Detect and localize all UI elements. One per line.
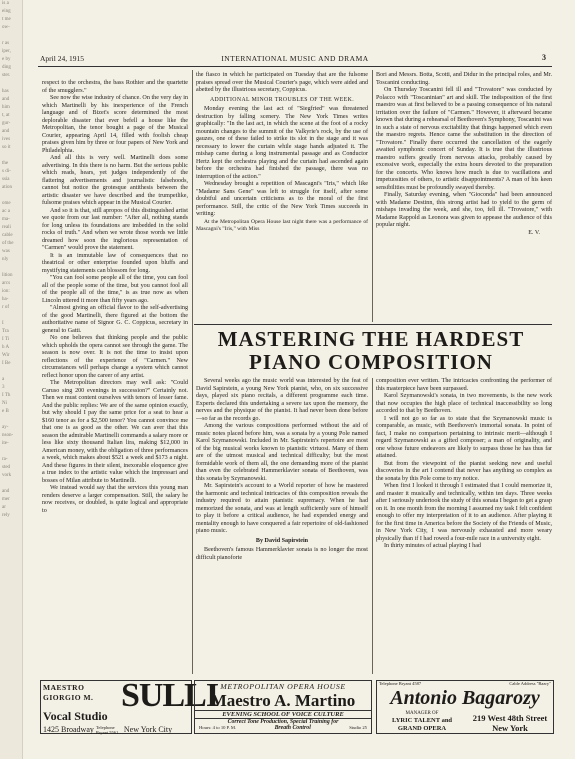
author-initials: E. V.: [528, 229, 540, 236]
ad-sulli-telephone: Telephone Bryant 5561: [95, 725, 119, 736]
gutter-fragment: ite-: [2, 441, 9, 446]
gutter-fragment: lition: [2, 273, 13, 278]
article-paragraph: Several weeks ago the music world was interested by the feat of David Sapirstein, a young New York pianist, who, on six successive days, played six piano recitals, a different programme each time. Experts declared this undertaking a severe tax upon the memory, the nerves and the physique of the pianist. It had never been done before—so far as the records go.: [196, 378, 368, 422]
gutter-fragment: iper,: [2, 49, 11, 54]
ad-manager-of: MANAGER OF: [405, 711, 439, 716]
article-paragraph: We instead would say that the services this young man renders deserve a larger compensation. Still, the salary he now receives, or doubled, is quite logical and appropriate to: [42, 485, 188, 514]
gutter-fragment: ome: [2, 201, 11, 206]
ad-opera-house: METROPOLITAN OPERA HOUSE: [220, 682, 346, 691]
left-margin-gutter: [0, 0, 23, 759]
ad-sulli-name: SULLI: [121, 677, 219, 714]
gutter-fragment: ma-: [2, 217, 10, 222]
gutter-fragment: ar: [2, 505, 6, 510]
gutter-fragment: I Th: [2, 393, 11, 398]
article-paragraph: Mr. Sapirstein's account to a World reporter of how he mastered the harmonic and technical intricacies of this composition reveals the industry required to attain pianistic supremacy. When he had memorized the sonata, and was at length sufficiently sure of himself to play it before a critical audience, he had expended energy and mentality enough to have conquered a fair repertoire of old-fashioned piano music.: [196, 483, 368, 534]
ad-martino-name: Maestro A. Martino: [210, 691, 356, 710]
header-rule: [38, 66, 552, 67]
gutter-fragment: a: [2, 377, 5, 382]
article-paragraph: I will not go so far as to state that the Szymanowski music is comparable, as music, with Beethoven's immortal sonata. In point of fact, I make no comparison pertaining to intrinsic merit—although I regard Szymanowski as a gifted composer; a man of originality, and one whose future endeavors are likely to surpass those he has thus far attained.: [376, 415, 552, 459]
article-paragraph: No one believes that thinking people and the public which upholds the opera cannot see through the game. The season is now over. It is not the time to insist upon reflections of the experience of "Carmen." New circumstances will perhaps change a system which cannot reflect honor upon the career of any artist.: [42, 335, 188, 379]
gutter-fragment: [0, 32, 22, 40]
gutter-fragment: r of: [2, 305, 10, 310]
gutter-fragment: of the: [2, 241, 14, 246]
times-quote: At the Metropolitan Opera House last night there was a performance of Mascagni's "Iris," with Miss: [196, 218, 368, 232]
ad-bagarozy-name: Antonio Bagarozy: [390, 687, 540, 709]
article-paragraph: respect to the orchestra, the bass Rothier and the quartette of the smugglers.": [42, 80, 188, 94]
section-subheading: ADDITIONAL MINOR TROUBLES OF THE WEEK.: [209, 96, 355, 103]
gutter-fragment: [0, 312, 22, 320]
gutter-fragment: Ni: [2, 401, 7, 406]
bagarozy-advertisement: [376, 680, 554, 734]
article-paragraph: Finally, Saturday evening, when "Gioconda" had been announced with Madame Destinn, this strong artist had to yield to the germ of mishaps invading the week, and she, too, fell ill. "Trovatore," with Madame Rappold as Leonora was given to appease the audience of this popular night.: [376, 192, 552, 228]
article-paragraph: Beethoven's famous Hammerklavier sonata is no longer the most difficult pianoforte: [196, 547, 368, 561]
gutter-fragment: and: [2, 97, 10, 102]
gutter-fragment: has: [2, 89, 9, 94]
gutter-fragment: I Be: [2, 361, 11, 366]
gutter-fragment: ow-: [2, 25, 10, 30]
ad-sulli-address: [43, 725, 172, 735]
gutter-fragment: eing: [2, 9, 11, 14]
gutter-fragment: nson-: [2, 433, 14, 438]
article-paragraph: It is an immutable law of consequences that no theatrical or other enterprise founded upon bluffs and mystifying statements can blossom for long.: [42, 252, 188, 274]
column-2-top: [196, 72, 368, 322]
gutter-fragment: h A: [2, 345, 10, 350]
article-paragraph: Bori and Messrs. Botta, Scotti, and Didur in the principal roles, and Mr. Toscanini conducting.: [376, 72, 552, 86]
gutter-fragment: the: [2, 161, 9, 166]
ad-maestro-label: MAESTRO: [43, 683, 85, 692]
article-separator: [194, 324, 552, 325]
gutter-fragment: s di-: [2, 169, 11, 174]
ad-lyric-line-1: LYRIC TALENT and: [391, 717, 453, 724]
ad-hours-row: [195, 725, 371, 731]
gutter-fragment: ion:: [2, 289, 10, 294]
gutter-fragment: mer: [2, 497, 10, 502]
ad-hours: Hours: 4 to 10 P. M.: [199, 725, 237, 730]
gutter-fragment: Tra: [2, 329, 9, 334]
ad-studio: Studio 25: [349, 725, 367, 730]
column-1: [42, 80, 188, 674]
gutter-fragment: arcs: [2, 281, 11, 286]
gutter-fragment: [0, 480, 22, 488]
gutter-fragment: ives: [2, 137, 11, 142]
article-paragraph: "Almost giving an official flavor to the self-advertising of the good Martinelli, there figured at the bottom the authoritative name of Signor G. C. Coppicus, secretary in general to Gatti.: [42, 305, 188, 334]
gutter-fragment: I Ti: [2, 337, 10, 342]
gutter-fragment: e by: [2, 57, 11, 62]
gutter-fragment: ster.: [2, 73, 11, 78]
gutter-fragment: is a: [2, 1, 9, 6]
gutter-fragment: [0, 448, 22, 456]
gutter-fragment: t me: [2, 17, 11, 22]
gutter-fragment: [0, 368, 22, 376]
ad-breath-control: Breath Control: [274, 725, 311, 731]
gutter-fragment: was: [2, 249, 10, 254]
gutter-fragment: ac a: [2, 209, 10, 214]
ad-evening-school: EVENING SCHOOL OF VOICE CULTURE: [195, 710, 371, 719]
ad-vocal-studio: Vocal Studio: [43, 709, 108, 723]
gutter-fragment: [0, 416, 22, 424]
gutter-fragment: reali: [2, 225, 11, 230]
ad-address-line-1: 219 West 48th Street: [472, 713, 548, 723]
gutter-fragment: vork: [2, 473, 12, 478]
article-headline: [190, 328, 552, 374]
gutter-fragment: nly: [2, 257, 9, 262]
article-paragraph: When first I looked it through I estimated that I could memorize it, and master it musically and technically, within ten days. Three weeks after I seriously undertook the study of this sonata I began to get a grasp on it. In one month from the morning I assumed my task I felt confident enough to offer my interpretation of it to an audience. After playing it for the first time in America before the Society of the Friends of Music, in New York City, I was nervously exhausted and more weary physically than if I had rowed a four-mile race in a university eight.: [376, 483, 552, 542]
ad-correct-tone: Correct Tone Production, Special Training for: [227, 719, 339, 725]
article-paragraph: Monday evening the last act of "Siegfried" was threatened destruction by falling scenery. The New York Times writes graphically: "In the last act, in which the scene at the foot of a rocky mountain changes to the summit of the Valkyrie's rock, by the use of gauzes, one of these failed to strike its slot in the stage and it was necessary to lower the curtain while stage hands adjusted it. The mishap came during a long instrumental passage and as Conductor Hertz kept the orchestra playing and the curtain had ascended again before the orchestra had finished the passage, there was no interruption of the action.": [196, 106, 368, 180]
article-paragraph: composition ever written. The intricacies confronting the performer of this masterpiece have been surpassed.: [376, 378, 552, 392]
column-divider-2: [372, 70, 373, 322]
article-paragraph: Wednesday brought a repetition of Mascagni's "Iris," which like "Madame Sans Gene" was left to struggle for itself, after some doubtful and uncertain criticisms as to the moral of the first performance. Still, the critic of the New York Times succeeds in writing:: [196, 181, 368, 217]
ad-lyric-talent: [379, 717, 465, 732]
gutter-fragment: ra-: [2, 457, 8, 462]
gutter-fragment: rely: [2, 513, 10, 518]
ad-lyric-line-2: GRAND OPERA: [397, 724, 447, 732]
gutter-fragment: ssia: [2, 177, 10, 182]
page-number: 3: [542, 53, 546, 62]
gutter-fragment: so it: [2, 145, 11, 150]
article-byline: By David Sapirstein: [255, 537, 309, 544]
ad-giorgio-label: GIORGIO M.: [43, 693, 94, 702]
gutter-fragment: Wir: [2, 353, 10, 358]
gutter-fragment: and: [2, 129, 10, 134]
gutter-fragment: r as: [2, 41, 10, 46]
gutter-fragment: [0, 152, 22, 160]
article-paragraph: "You can fool some people all of the time, you can fool all of the people some of the time, but you cannot fool all of the people all of the time," is as true now as when Lincoln uttered it more than fifty years ago.: [42, 275, 188, 304]
gutter-fragment: ding: [2, 65, 11, 70]
gutter-fragment: and: [2, 489, 10, 494]
gutter-fragment: sted: [2, 465, 11, 470]
ad-sulli-city: New York City: [123, 725, 173, 734]
article-paragraph: In thirty minutes of actual playing I had: [384, 543, 481, 549]
ad-bagarozy-cable: Cable Address "Bazry": [509, 681, 551, 686]
column-4-article: [196, 378, 368, 674]
gutter-fragment: [0, 264, 22, 272]
gutter-fragment: gur-: [2, 121, 11, 126]
column-divider-3: [372, 378, 373, 674]
ad-bagarozy-address: [469, 713, 551, 733]
gutter-fragment: ha-: [2, 297, 9, 302]
article-paragraph: And so it is that, still apropos of this distinguished artist we quote from our last number: "After all, nothing stands for long unless its foundations are imbedded in the solid rocks of truth." And when we wrote those words we little dreamed how soon the inglorious representation of "Carmen" would prove the statement.: [42, 207, 188, 251]
article-paragraph: The Metropolitan directors may well ask: "Could Caruso sing 200 evenings in succession?" Certainly not. Then we must content ourselves with tenors of lesser fame. And the public replies: We are of the same opinion exactly, but why should I pay the same price for a seat to hear a $160 tenor as for a $2,500 tenor? You cannot convince me that one is as good as the other. We can aver that this season the admirable Martinelli commands a salary more or less like sixty thousand Italian lira, making $12,000 in American money, with the obligation of three performances a week, which makes about $521 a week and $173 a night. And these figures in their silent, inexorable eloquence give a true index to the artistic value which the impressari and bosses of Milan attribute to Martinelli.: [42, 380, 188, 484]
issue-date: April 24, 1915: [40, 54, 84, 63]
gutter-fragment: ation: [2, 185, 12, 190]
ad-sulli-street: 1425 Broadway: [43, 725, 94, 734]
gutter-fragment: t, at: [2, 113, 10, 118]
ad-address-line-2: New York: [492, 723, 528, 733]
gutter-fragment: cable: [2, 233, 13, 238]
headline-line-2: PIANO COMPOSITION: [249, 350, 493, 374]
martino-advertisement: [194, 680, 372, 734]
gutter-fragment: [0, 192, 22, 200]
article-paragraph: See now the wise industry of chance. On the very day in which Martinelli by his inexperience of the French language and of Bizet's score determined the most deplorable disaster that ever befell a house like the Metropolitan, the tenor bought a page of the Musical Courier, appearing April 14, filled with foolish cheap praises given him by three or four papers of New York and Philadelphia.: [42, 95, 188, 154]
gutter-fragment: ay-: [2, 425, 9, 430]
gutter-fragment: I: [2, 321, 4, 326]
ad-bagarozy-telephone: Telephone Bryant 4587: [379, 681, 422, 686]
article-paragraph: the fiasco in which he participated on Tuesday that are the fulsome praises spread over the Musical Courier's page, which were aided and abetted by the illustrious secretary, Coppicus.: [196, 72, 368, 93]
gutter-fragment: e B: [2, 409, 9, 414]
article-paragraph: And all this is very well. Martinelli does some advertising. In this there is no harm. But the serious public which reads, hears, yet judges independently of the flattering advertisements and journalistic falsehoods, cannot but notice the grotesque antithesis between the artistic disaster we have described and the trumpetlike, fulsome praises which appear in the Musical Courier.: [42, 155, 188, 206]
gutter-fragment: [0, 80, 22, 88]
publication-title: INTERNATIONAL MUSIC AND DRAMA: [221, 54, 369, 63]
article-paragraph: Among the various compositions performed without the aid of music notes placed before him, was a sonata by a young Pole named Karol Szymanowski. Included in Mr. Sapirstein's repertoire are most of the big musical works known to pianistic virtuosi. Many of them are of the utmost musical and technical difficulty; but the most formidable work of them all, the one demanding more of the pianist than even the celebrated Hammerklavier sonata of Beethoven, was this sonata by Szymanowski.: [196, 423, 368, 482]
article-paragraph: Karol Szymanowski's sonata, in two movements, is the new work that now occupies the high place of technical inaccessibility so long accorded to that by Beethoven.: [376, 393, 552, 414]
headline-line-1: MASTERING THE HARDEST: [217, 327, 525, 351]
column-5-article: [376, 378, 552, 674]
gutter-fragment: him: [2, 105, 10, 110]
article-paragraph: On Thursday Toscanini fell ill and "Trovatore" was conducted by Polacco with "Toscaninian" art and skill. The indisposition of the first maestro was at first believed to be a passing consequence of his natural irritation over the failure of "Carmen." However, it afterward became known that during a rehearsal of Beethoven's Symphony, Toscanini was in such a state of nervous excitability that things happened which even the maestro regrets. Hence came the substitution in the direction of "Trovatore." Finally there occurred the cancellation of the eagerly awaited symphonic concert of Sunday. It is true that the illustrious maestro suffers greatly from nervous attacks, probably caused by excessive work, especially the extra hours devoted to the preparation for the concerts. Who knows how much is due to vacillations and impetuosities of others, to artistic disappointments? A man of his keen sensibilities must be profoundly swayed thereby.: [376, 87, 552, 191]
column-3-top: [376, 72, 552, 322]
article-paragraph: But from the viewpoint of the pianist seeking new and useful discoveries in the art I contend that never has anything so complex as the sonata by this Pole come to my notice.: [376, 460, 552, 482]
gutter-fragment: 3: [2, 385, 5, 390]
